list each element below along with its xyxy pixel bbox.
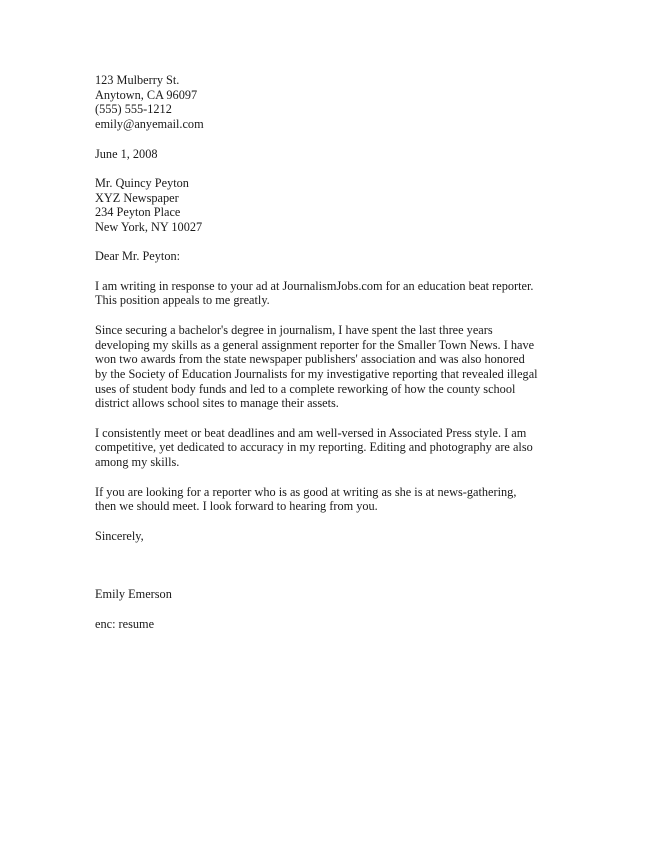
recipient-address-line: Mr. Quincy Peyton [95,175,189,190]
paragraph-line: among my skills. [95,455,180,470]
paragraph-line: competitive, yet dedicated to accuracy in my reporting. Editing and photography are also [95,440,533,455]
sender-address-line: 123 Mulberry St. [95,73,180,87]
sender-address [95,73,565,132]
signature-name: Emily Emerson [95,587,172,602]
recipient-address [95,176,565,235]
paragraph-line: Since securing a bachelor's degree in journalism, I have spent the last three years [95,322,493,337]
paragraph-line: by the Society of Education Journalists for my investigative reporting that revealed illegal [95,366,538,381]
sender-address-line: emily@anyemail.com [95,117,204,132]
body-paragraph-2 [95,323,565,411]
paragraph-line: won two awards from the state newspaper publishers' association and was also honored [95,352,525,367]
paragraph-line: I consistently meet or beat deadlines and am well-versed in Associated Press style. I am [95,425,527,440]
paragraph-line: I am writing in response to your ad at JournalismJobs.com for an education beat reporter. [95,278,534,293]
cover-letter [95,73,565,632]
recipient-address-line: XYZ Newspaper [95,190,179,205]
paragraph-line: district allows school sites to manage their assets. [95,396,339,411]
body-paragraph-1 [95,279,565,308]
paragraph-line: If you are looking for a reporter who is as good at writing as she is at news-gathering, [95,484,517,499]
closing: Sincerely, [95,528,144,543]
recipient-address-line: 234 Peyton Place [95,205,181,220]
recipient-address-line: New York, NY 10027 [95,220,203,234]
body-paragraph-4 [95,485,565,514]
paragraph-line: then we should meet. I look forward to hearing from you. [95,499,378,514]
paragraph-line: developing my skills as a general assignment reporter for the Smaller Town News. I have [95,337,535,352]
body-paragraph-3 [95,426,565,470]
sender-address-line: (555) 555-1212 [95,102,172,117]
paragraph-line: This position appeals to me greatly. [95,293,270,308]
salutation: Dear Mr. Peyton: [95,249,181,264]
date-line: June 1, 2008 [95,146,158,161]
paragraph-line: uses of student body funds and led to a complete reworking of how the county school [95,381,516,396]
sender-address-line: Anytown, CA 96097 [95,87,198,102]
enclosure-note: enc: resume [95,616,155,631]
